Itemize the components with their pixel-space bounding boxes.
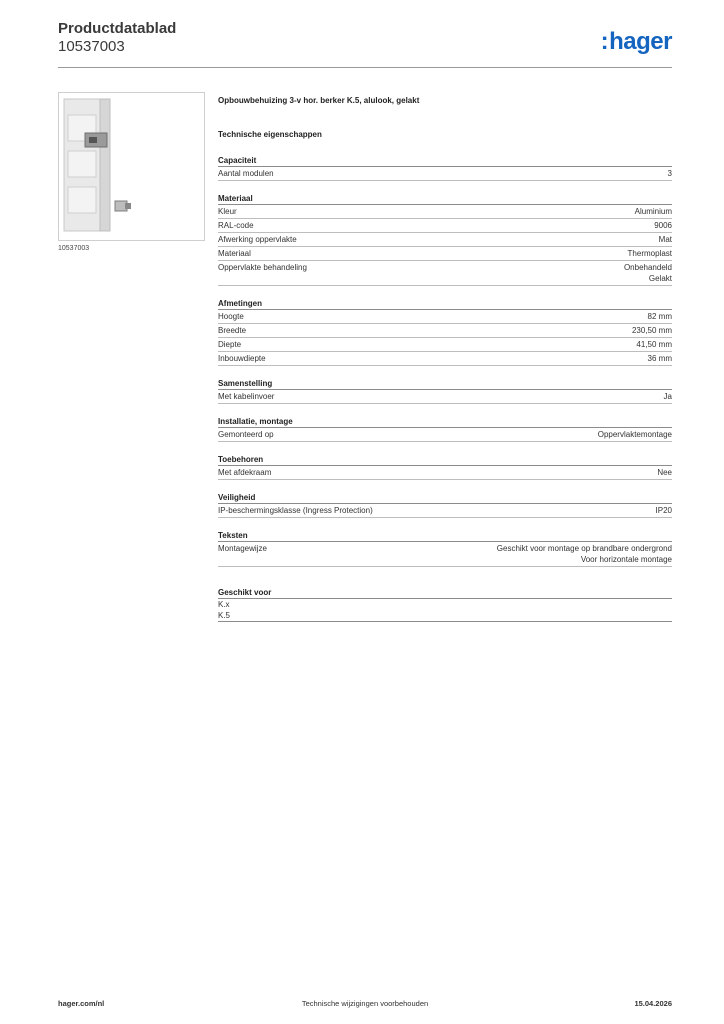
footer-notice: Technische wijzigingen voorbehouden (301, 999, 429, 1008)
spec-row (218, 219, 672, 233)
section-title: Afmetingen (218, 298, 672, 310)
spec-value-line: Onbehandeld (623, 263, 672, 272)
spec-value (241, 339, 672, 350)
spec-value-line: IP20 (655, 506, 672, 515)
spec-value-line: Geschikt voor montage op brandbare ondergrond (496, 544, 672, 553)
section-title: Materiaal (218, 193, 672, 205)
spec-row (218, 466, 672, 480)
spec-value-line: Voor horizontale montage (580, 555, 672, 564)
spec-label: Hoogte (218, 312, 244, 321)
spec-value (297, 234, 672, 245)
specifications (218, 96, 672, 622)
spec-value (266, 353, 672, 364)
section-title: Geschikt voor (218, 587, 672, 599)
spec-value (251, 248, 672, 259)
product-image (58, 92, 205, 241)
spec-row (218, 261, 672, 286)
spec-value (246, 325, 672, 336)
product-number: 10537003 (58, 38, 125, 55)
spec-label: Oppervlakte behandeling (218, 263, 307, 272)
spec-value-line: Oppervlaktemontage (597, 430, 672, 439)
suitable-item: K.5 (218, 610, 672, 622)
spec-label: Gemonteerd op (218, 430, 274, 439)
spec-value-line: 41,50 mm (636, 340, 672, 349)
spec-label: Afwerking oppervlakte (218, 235, 297, 244)
image-caption: 10537003 (58, 245, 90, 252)
spec-label: Breedte (218, 326, 247, 335)
footer-website: hager.com/nl (58, 999, 105, 1008)
spec-row (218, 542, 672, 567)
spec-section (218, 378, 672, 404)
spec-value-line: 230,50 mm (631, 326, 672, 335)
spec-label: Kleur (218, 207, 237, 216)
spec-label: Diepte (218, 340, 242, 349)
spec-value (274, 429, 672, 440)
header-divider (58, 67, 672, 68)
suitable-item: K.x (218, 600, 230, 609)
footer-date: 15.04.2026 (634, 999, 672, 1008)
spec-row (218, 205, 672, 219)
spec-value (373, 505, 672, 516)
section-title: Installatie, montage (218, 416, 672, 428)
suitable-section (218, 587, 672, 622)
spec-value-line: 36 mm (647, 354, 672, 363)
spec-value (271, 467, 672, 478)
spec-label: RAL-code (218, 221, 254, 230)
spec-value (244, 311, 672, 322)
product-description: Opbouwbehuizing 3-v hor. berker K.5, alulook, gelakt (218, 96, 420, 105)
spec-label: Inbouwdiepte (218, 354, 266, 363)
spec-row (218, 324, 672, 338)
section-title: Veiligheid (218, 492, 672, 504)
section-title: Teksten (218, 530, 672, 542)
section-title: Capaciteit (218, 155, 672, 167)
spec-value-line: Gelakt (648, 274, 672, 283)
spec-value-line: Mat (658, 235, 672, 244)
spec-row (218, 504, 672, 518)
section-title: Samenstelling (218, 378, 672, 390)
spec-section (218, 492, 672, 518)
spec-row (218, 167, 672, 181)
spec-section (218, 454, 672, 480)
spec-section (218, 530, 672, 567)
document-title: Productdatablad (58, 20, 177, 37)
spec-section (218, 155, 672, 181)
spec-value (274, 391, 672, 402)
spec-value-line: 3 (667, 169, 672, 178)
spec-value (307, 262, 672, 284)
spec-value (274, 168, 672, 179)
spec-label: Met kabelinvoer (218, 392, 275, 401)
spec-value-line: Nee (657, 468, 672, 477)
spec-sections (218, 155, 672, 567)
spec-label: Aantal modulen (218, 169, 274, 178)
spec-row (218, 352, 672, 366)
spec-row (218, 247, 672, 261)
spec-row (218, 428, 672, 442)
spec-row (218, 390, 672, 404)
spec-row (218, 338, 672, 352)
spec-label: Materiaal (218, 249, 251, 258)
spec-value-line: Aluminium (634, 207, 672, 216)
spec-section (218, 193, 672, 286)
spec-value (254, 220, 672, 231)
document-header (58, 20, 672, 56)
spec-label: Met afdekraam (218, 468, 272, 477)
spec-label: IP-beschermingsklasse (Ingress Protection) (218, 506, 373, 515)
spec-value (267, 543, 672, 565)
spec-value-line: 82 mm (647, 312, 672, 321)
spec-section (218, 298, 672, 366)
spec-value-line: Ja (663, 392, 672, 401)
spec-row (218, 233, 672, 247)
spec-value-line: Thermoplast (627, 249, 672, 258)
spec-row (218, 310, 672, 324)
spec-value-line: 9006 (654, 221, 672, 230)
hager-logo: :hager (600, 28, 672, 55)
spec-label: Montagewijze (218, 544, 267, 553)
section-title: Toebehoren (218, 454, 672, 466)
spec-section (218, 416, 672, 442)
spec-title: Technische eigenschappen (218, 130, 322, 139)
spec-value (237, 206, 672, 217)
